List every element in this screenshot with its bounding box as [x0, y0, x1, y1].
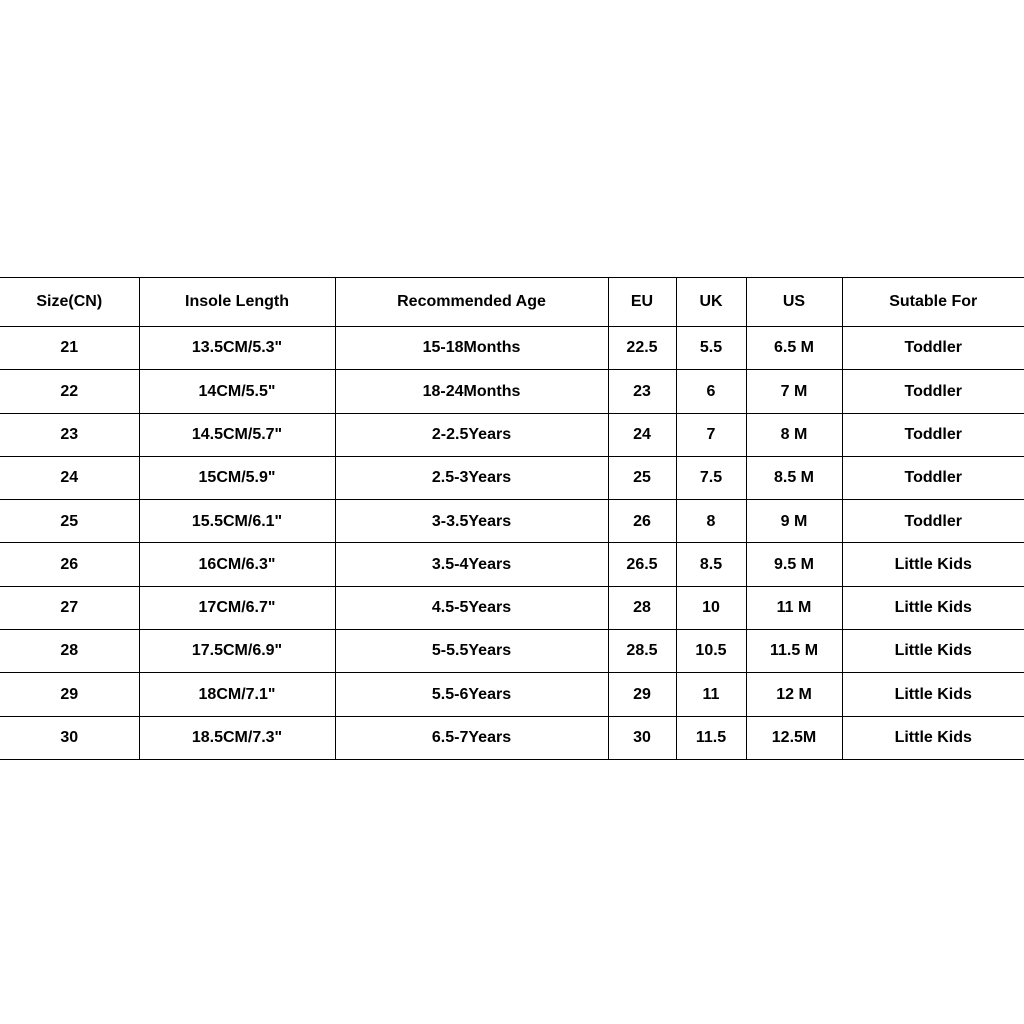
cell-recommended-age: 15-18Months	[335, 327, 608, 370]
table-row	[0, 586, 1024, 629]
cell-sutable-for: Toddler	[842, 370, 1024, 413]
column-header-insole-length: Insole Length	[139, 278, 335, 327]
cell-uk: 5.5	[676, 327, 746, 370]
column-header-eu: EU	[608, 278, 676, 327]
cell-size-cn: 27	[0, 586, 139, 629]
cell-recommended-age: 5-5.5Years	[335, 630, 608, 673]
table-row	[0, 630, 1024, 673]
cell-size-cn: 25	[0, 500, 139, 543]
cell-insole-length: 15CM/5.9"	[139, 456, 335, 499]
cell-us: 11 M	[746, 586, 842, 629]
cell-us: 12 M	[746, 673, 842, 716]
cell-sutable-for: Toddler	[842, 413, 1024, 456]
cell-eu: 30	[608, 716, 676, 759]
cell-sutable-for: Little Kids	[842, 543, 1024, 586]
cell-insole-length: 14CM/5.5"	[139, 370, 335, 413]
cell-recommended-age: 3-3.5Years	[335, 500, 608, 543]
cell-eu: 26.5	[608, 543, 676, 586]
size-chart-container	[0, 277, 1024, 760]
cell-uk: 6	[676, 370, 746, 413]
cell-insole-length: 16CM/6.3"	[139, 543, 335, 586]
cell-us: 12.5M	[746, 716, 842, 759]
cell-sutable-for: Toddler	[842, 500, 1024, 543]
column-header-sutable-for: Sutable For	[842, 278, 1024, 327]
cell-size-cn: 24	[0, 456, 139, 499]
cell-eu: 28	[608, 586, 676, 629]
cell-recommended-age: 6.5-7Years	[335, 716, 608, 759]
cell-insole-length: 14.5CM/5.7"	[139, 413, 335, 456]
cell-recommended-age: 3.5-4Years	[335, 543, 608, 586]
cell-insole-length: 17CM/6.7"	[139, 586, 335, 629]
cell-eu: 26	[608, 500, 676, 543]
cell-size-cn: 22	[0, 370, 139, 413]
cell-uk: 7	[676, 413, 746, 456]
cell-recommended-age: 18-24Months	[335, 370, 608, 413]
table-row	[0, 413, 1024, 456]
cell-eu: 23	[608, 370, 676, 413]
cell-recommended-age: 2-2.5Years	[335, 413, 608, 456]
cell-size-cn: 29	[0, 673, 139, 716]
cell-recommended-age: 5.5-6Years	[335, 673, 608, 716]
cell-size-cn: 21	[0, 327, 139, 370]
cell-eu: 22.5	[608, 327, 676, 370]
cell-uk: 8	[676, 500, 746, 543]
column-header-us: US	[746, 278, 842, 327]
cell-size-cn: 28	[0, 630, 139, 673]
table-row	[0, 716, 1024, 759]
cell-recommended-age: 2.5-3Years	[335, 456, 608, 499]
table-header-row	[0, 278, 1024, 327]
cell-uk: 10	[676, 586, 746, 629]
cell-uk: 8.5	[676, 543, 746, 586]
cell-uk: 11	[676, 673, 746, 716]
table-row	[0, 456, 1024, 499]
cell-us: 8 M	[746, 413, 842, 456]
cell-insole-length: 18.5CM/7.3"	[139, 716, 335, 759]
cell-sutable-for: Little Kids	[842, 586, 1024, 629]
cell-sutable-for: Toddler	[842, 456, 1024, 499]
cell-eu: 24	[608, 413, 676, 456]
table-row	[0, 543, 1024, 586]
cell-sutable-for: Little Kids	[842, 630, 1024, 673]
cell-uk: 11.5	[676, 716, 746, 759]
cell-sutable-for: Toddler	[842, 327, 1024, 370]
table-row	[0, 673, 1024, 716]
table-row	[0, 500, 1024, 543]
cell-uk: 10.5	[676, 630, 746, 673]
column-header-uk: UK	[676, 278, 746, 327]
cell-insole-length: 13.5CM/5.3"	[139, 327, 335, 370]
cell-size-cn: 23	[0, 413, 139, 456]
cell-insole-length: 15.5CM/6.1"	[139, 500, 335, 543]
shoe-size-chart-table	[0, 277, 1024, 760]
cell-us: 9 M	[746, 500, 842, 543]
cell-size-cn: 26	[0, 543, 139, 586]
cell-us: 11.5 M	[746, 630, 842, 673]
cell-recommended-age: 4.5-5Years	[335, 586, 608, 629]
cell-eu: 28.5	[608, 630, 676, 673]
cell-eu: 29	[608, 673, 676, 716]
table-row	[0, 327, 1024, 370]
cell-sutable-for: Little Kids	[842, 716, 1024, 759]
column-header-size-cn: Size(CN)	[0, 278, 139, 327]
table-row	[0, 370, 1024, 413]
cell-us: 9.5 M	[746, 543, 842, 586]
cell-us: 8.5 M	[746, 456, 842, 499]
cell-uk: 7.5	[676, 456, 746, 499]
cell-us: 6.5 M	[746, 327, 842, 370]
cell-eu: 25	[608, 456, 676, 499]
cell-insole-length: 18CM/7.1"	[139, 673, 335, 716]
cell-us: 7 M	[746, 370, 842, 413]
cell-insole-length: 17.5CM/6.9"	[139, 630, 335, 673]
column-header-recommended-age: Recommended Age	[335, 278, 608, 327]
cell-size-cn: 30	[0, 716, 139, 759]
cell-sutable-for: Little Kids	[842, 673, 1024, 716]
